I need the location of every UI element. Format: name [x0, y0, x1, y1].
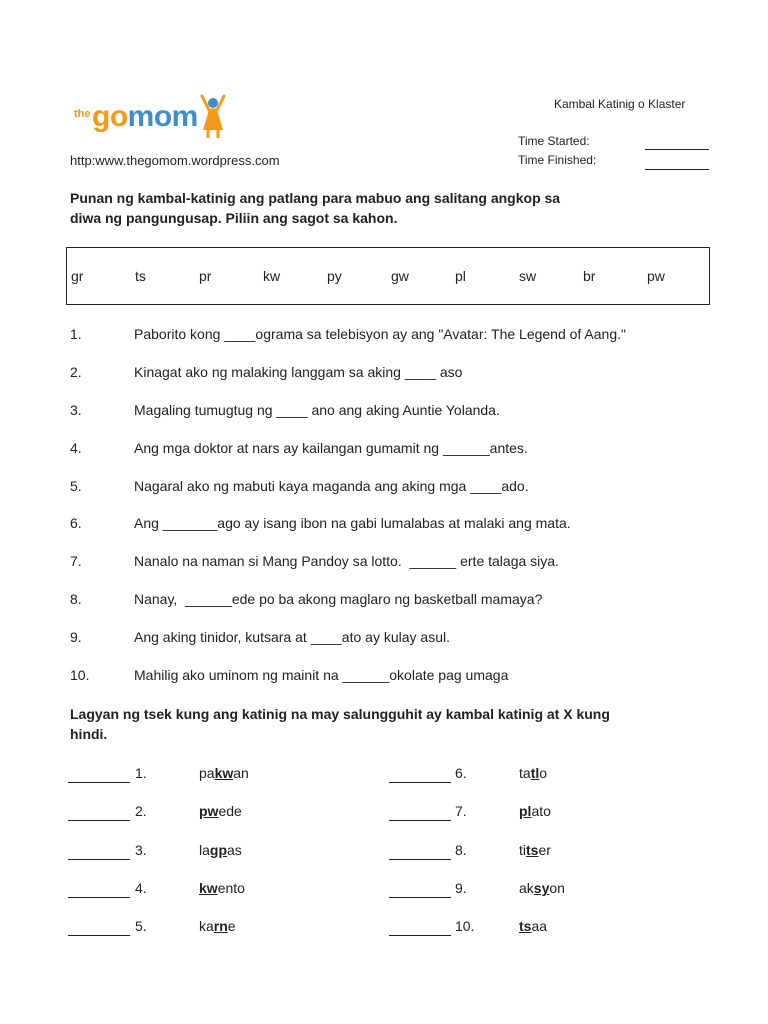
- question-text: Nagaral ako ng mabuti kaya maganda ang aking mga ____ado.: [134, 478, 529, 494]
- item-word: [199, 803, 242, 819]
- logo-small-text: the: [74, 108, 91, 120]
- word-suffix: o: [539, 765, 548, 781]
- time-finished-line: [645, 169, 709, 170]
- answer-blank: [389, 897, 451, 898]
- question-number: 8.: [70, 591, 82, 607]
- question-text: Mahilig ako uminom ng mainit na ______okolate pag umaga: [134, 667, 509, 683]
- word-prefix: ka: [199, 918, 214, 934]
- item-word: [199, 918, 236, 934]
- answer-blank: [389, 820, 451, 821]
- item-word: [199, 842, 242, 858]
- question-number: 6.: [70, 515, 82, 531]
- time-started-label: Time Started:: [518, 134, 590, 148]
- word-cluster: ts: [519, 918, 532, 934]
- item-number: 3.: [135, 842, 147, 858]
- item-number: 2.: [135, 803, 147, 819]
- item-number: 8.: [455, 842, 467, 858]
- item-number: 4.: [135, 880, 147, 896]
- item-number: 9.: [455, 880, 467, 896]
- answer-blank: [68, 935, 130, 936]
- word-prefix: pa: [199, 765, 215, 781]
- question-text: Magaling tumugtug ng ____ ano ang aking Auntie Yolanda.: [134, 402, 500, 418]
- question-number: 5.: [70, 478, 82, 494]
- section1-instruction: [70, 188, 690, 228]
- choice-item: gw: [391, 268, 409, 284]
- item-word: [519, 880, 565, 896]
- question-number: 1.: [70, 326, 82, 342]
- section2-instruction-line1: Lagyan ng tsek kung ang katinig na may salungguhit ay kambal katinig at X kung: [70, 706, 610, 722]
- item-word: [519, 765, 547, 781]
- word-cluster: pw: [199, 803, 219, 819]
- logo-word: [92, 100, 198, 134]
- word-cluster: kw: [199, 880, 218, 896]
- question-text: Ang aking tinidor, kutsara at ____ato ay kulay asul.: [134, 629, 450, 645]
- answer-blank: [68, 859, 130, 860]
- item-word: [519, 803, 551, 819]
- word-cluster: rn: [213, 918, 228, 934]
- word-suffix: ato: [531, 803, 551, 819]
- word-cluster: tl: [530, 765, 540, 781]
- choice-item: pl: [455, 268, 466, 284]
- choice-item: gr: [71, 268, 84, 284]
- question-number: 7.: [70, 553, 82, 569]
- item-number: 1.: [135, 765, 147, 781]
- choice-item: br: [583, 268, 596, 284]
- word-suffix: e: [227, 918, 236, 934]
- word-suffix: as: [227, 842, 242, 858]
- question-text: Ang _______ago ay isang ibon na gabi lumalabas at malaki ang mata.: [134, 515, 571, 531]
- item-word: [519, 842, 551, 858]
- question-text: Nanalo na naman si Mang Pandoy sa lotto. ______ erte talaga siya.: [134, 553, 559, 569]
- word-suffix: er: [538, 842, 551, 858]
- word-suffix: ento: [217, 880, 245, 896]
- item-word: [199, 765, 249, 781]
- question-text: Ang mga doktor at nars ay kailangan gumamit ng ______antes.: [134, 440, 528, 456]
- site-url: http:www.thegomom.wordpress.com: [70, 153, 280, 168]
- choices-box: [66, 247, 710, 305]
- word-cluster: gp: [209, 842, 228, 858]
- choice-item: kw: [263, 268, 281, 284]
- answer-blank: [68, 782, 130, 783]
- word-prefix: ta: [519, 765, 531, 781]
- question-text: Paborito kong ____ograma sa telebisyon ay ang "Avatar: The Legend of Aang.": [134, 326, 626, 342]
- logo-word-part2: mom: [127, 100, 198, 133]
- logo-word-part1: go: [92, 100, 128, 133]
- question-number: 3.: [70, 402, 82, 418]
- word-prefix: ak: [519, 880, 534, 896]
- item-number: 5.: [135, 918, 147, 934]
- section2-instruction-line2: hindi.: [70, 726, 108, 742]
- item-word: [199, 880, 245, 896]
- answer-blank: [389, 859, 451, 860]
- item-number: 10.: [455, 918, 475, 934]
- section1-instruction-line1: Punan ng kambal-katinig ang patlang para mabuo ang salitang angkop sa: [70, 190, 561, 206]
- item-word: [519, 918, 547, 934]
- choice-item: py: [327, 268, 342, 284]
- word-prefix: ti: [519, 842, 526, 858]
- word-suffix: an: [233, 765, 249, 781]
- choice-item: ts: [135, 268, 146, 284]
- answer-blank: [68, 897, 130, 898]
- mom-figure-icon: [198, 94, 228, 138]
- item-number: 6.: [455, 765, 467, 781]
- word-suffix: ede: [218, 803, 242, 819]
- item-number: 7.: [455, 803, 467, 819]
- word-prefix: la: [199, 842, 210, 858]
- answer-blank: [68, 820, 130, 821]
- choice-item: pw: [647, 268, 665, 284]
- answer-blank: [389, 782, 451, 783]
- word-cluster: pl: [519, 803, 532, 819]
- word-suffix: aa: [531, 918, 548, 934]
- question-number: 2.: [70, 364, 82, 380]
- time-started-line: [645, 149, 709, 150]
- logo: [70, 94, 240, 144]
- word-cluster: ts: [526, 842, 539, 858]
- time-finished-label: Time Finished:: [518, 153, 597, 167]
- question-number: 10.: [70, 667, 90, 683]
- question-text: Nanay, ______ede po ba akong maglaro ng basketball mamaya?: [134, 591, 543, 607]
- answer-blank: [389, 935, 451, 936]
- section2-instruction: [70, 704, 690, 744]
- section1-instruction-line2: diwa ng pangungusap. Piliin ang sagot sa kahon.: [70, 210, 398, 226]
- word-suffix: on: [549, 880, 565, 896]
- word-cluster: kw: [214, 765, 234, 781]
- document-title: Kambal Katinig o Klaster: [554, 97, 686, 111]
- question-text: Kinagat ako ng malaking langgam sa aking ____ aso: [134, 364, 463, 380]
- word-cluster: sy: [533, 880, 550, 896]
- question-number: 4.: [70, 440, 82, 456]
- choice-item: pr: [199, 268, 212, 284]
- question-number: 9.: [70, 629, 82, 645]
- choice-item: sw: [519, 268, 537, 284]
